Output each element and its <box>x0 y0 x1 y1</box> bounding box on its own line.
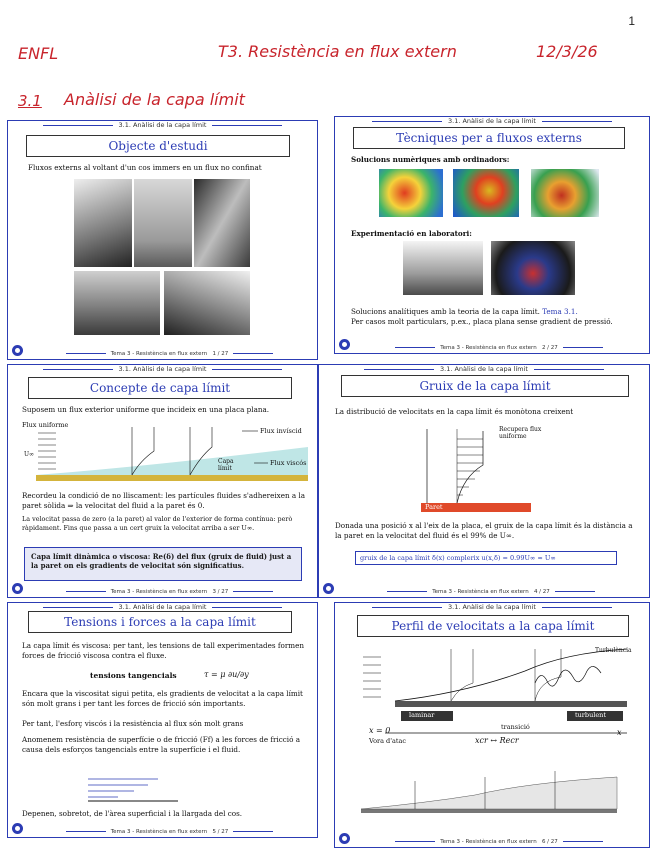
slide-objecte-estudi <box>7 120 318 360</box>
topic-title: T3. Resistència en flux extern <box>218 42 457 61</box>
profile-arrows <box>457 439 483 495</box>
turbulent-eddies <box>535 666 601 686</box>
slide-section-label: 3.1. Anàlisi de la capa límit <box>319 365 649 373</box>
boundary-layer-sketch <box>355 757 625 821</box>
analytic-text: Solucions analítiques amb la teoria de la capa límit. Tema 3.1. Per casos molt particulars, p.ex., placa plana sense gradient de pressió. <box>351 307 613 327</box>
slide-gruix-capa-limit <box>318 364 650 598</box>
photo-pampas-grass <box>194 179 250 267</box>
slide-footer: Tema 3 - Resistència en flux extern 2 / 27 <box>357 345 641 351</box>
flat-plate <box>36 475 308 481</box>
definition-box: Capa límit dinàmica o viscosa: Re(δ) del flux (gruix de fluid) just a la paret on els gradients de velocitat són significatius. <box>24 547 302 581</box>
slide-footer: Tema 3 - Resistència en flux extern 4 / 27 <box>341 589 641 595</box>
university-logo <box>12 823 23 834</box>
cfd-cyclist-image <box>379 169 443 217</box>
lab-heading: Experimentació en laboratori: <box>351 229 472 238</box>
slide-title: Concepte de capa límit <box>28 377 292 399</box>
cfd-vehicle-image <box>453 169 519 217</box>
slide-intro: Suposem un flux exterior uniforme que incideix en una placa plana. <box>22 405 270 414</box>
section-number: 3.1 <box>18 92 42 110</box>
inflow-arrows <box>363 657 381 697</box>
layer-edge <box>395 649 627 701</box>
wind-tunnel-photo <box>403 241 483 295</box>
velocity-profile <box>457 431 483 503</box>
university-logo <box>12 345 23 356</box>
slide-text-a: La distribució de velocitats en la capa límit és monòtona creixent <box>335 407 574 416</box>
slide-text-b: Donada una posició x al l'eix de la placa, el gruix de la capa límit és la distància a la paret en la velocitat del fluid és el 99% de U∞. <box>335 521 633 541</box>
slide-perfil-velocitats <box>334 602 650 848</box>
slide-section-label: 3.1. Anàlisi de la capa límit <box>335 117 649 125</box>
velocity-gradient-text: La velocitat passa de zero (a la paret) al valor de l'exterior de forma contínua: però ràpidament. Fins que passa a un cert gruix la velocitat arriba a ser U∞. <box>22 515 293 533</box>
race-car-tunnel-photo <box>491 241 575 295</box>
page-number: 1 <box>628 14 635 28</box>
slide-text-e: Depenen, sobretot, de l'àrea superficial i la llargada del cos. <box>22 809 243 818</box>
photo-windsurfers <box>74 271 160 335</box>
slide-text-a: La capa límit és viscosa: per tant, les tensions de tall experimentades formen forces de fricció viscosa contra el fluxe. <box>22 641 304 661</box>
photo-wind-turbines <box>134 179 192 267</box>
label-turbulence: Turbulència <box>595 647 632 654</box>
slide-tecniques <box>334 116 650 354</box>
slide-footer: Tema 3 - Resistència en flux extern 1 / 27 <box>30 351 309 357</box>
label-xcr: xcr ↔ Recr <box>475 736 519 745</box>
label-turbulent: turbulent <box>575 711 606 719</box>
slide-title: Tensions i forces a la capa límit <box>28 611 292 633</box>
label-leading-edge: Vora d'atac <box>369 737 407 745</box>
slide-tensions-forces <box>7 602 318 838</box>
slide-footer: Tema 3 - Resistència en flux extern 6 / 27 <box>357 839 641 845</box>
slide-footer: Tema 3 - Resistència en flux extern 3 / 27 <box>30 589 309 595</box>
slide-section-label: 3.1. Anàlisi de la capa límit <box>335 603 649 611</box>
label-wall: Paret <box>425 503 443 511</box>
label-x0: x = 0 <box>369 726 391 735</box>
plate <box>395 701 627 707</box>
cfd-car-image <box>531 169 599 217</box>
slide-text-c: Per tant, l'esforç viscós i la resistència al flux són molt grans <box>22 719 244 728</box>
slide-section-label: 3.1. Anàlisi de la capa límit <box>8 603 317 611</box>
diagram-label-u-infinity: U∞ <box>24 451 35 458</box>
shear-formula: τ = μ ∂u/∂y <box>204 670 249 679</box>
label-x-axis: x <box>617 728 622 737</box>
label-transition: transició <box>501 723 530 731</box>
university-logo <box>339 833 350 844</box>
slide-title: Perfil de velocitats a la capa límit <box>357 615 629 637</box>
course-code: ENFL <box>18 44 59 63</box>
note-date: 12/3/26 <box>536 42 598 61</box>
thickness-formula: gruix de la capa límit δ(x) complerix u(x,δ) = 0.99U∞ ≈ U∞ <box>355 551 617 565</box>
label-recovery: Recupera flux uniforme <box>499 426 542 440</box>
photo-submarine <box>164 271 250 335</box>
section-title: Anàlisi de la capa límit <box>64 90 245 109</box>
slide-title: Objecte d'estudi <box>26 135 290 157</box>
slide-section-label: 3.1. Anàlisi de la capa límit <box>8 121 317 129</box>
label-laminar: laminar <box>409 711 435 719</box>
slide-text-d: Anomenem resistència de superfície o de fricció (Ff) a les forces de fricció a causa dels esforços tangencials entre la superfície i el fluid. <box>22 735 300 755</box>
slide-title: Gruix de la capa límit <box>341 375 629 397</box>
no-slip-text: Recordeu la condició de no lliscament: les partícules fluides s'adhereixen a la paret sòlida ⇒ la velocitat del fluid a la paret és 0. <box>22 491 306 511</box>
slide-section-label: 3.1. Anàlisi de la capa límit <box>8 365 317 373</box>
university-logo <box>339 339 350 350</box>
shear-diagram <box>68 773 188 803</box>
diagram-label-viscous: Flux viscós <box>270 459 307 467</box>
slide-footer: Tema 3 - Resistència en flux extern 5 / 27 <box>30 829 309 835</box>
university-logo <box>12 583 23 594</box>
photo-stealth-aircraft <box>74 179 132 267</box>
label-tension: tensions tangencials <box>90 671 177 680</box>
slide-text: Fluxos externs al voltant d'un cos immers en un flux no confinat <box>28 163 262 172</box>
diagram-label-inviscid: Flux invíscid <box>260 427 302 435</box>
boundary-layer-region <box>36 447 308 475</box>
numerical-heading: Solucions numèriques amb ordinadors: <box>351 155 510 164</box>
diagram-label-layer: Capa límit <box>218 458 234 472</box>
diagram-label-uniform: Flux uniforme <box>22 421 69 429</box>
velocity-profile-diagram <box>355 643 635 743</box>
slide-title: Tècniques per a fluxos externs <box>353 127 625 149</box>
university-logo <box>323 583 334 594</box>
velocity-arrows-uniform <box>38 433 56 469</box>
slide-concepte-capa-limit <box>7 364 318 598</box>
slide-text-b: Encara que la viscositat sigui petita, els gradients de velocitat a la capa límit són molt grans i per tant les forces de fricció són importants. <box>22 689 303 709</box>
